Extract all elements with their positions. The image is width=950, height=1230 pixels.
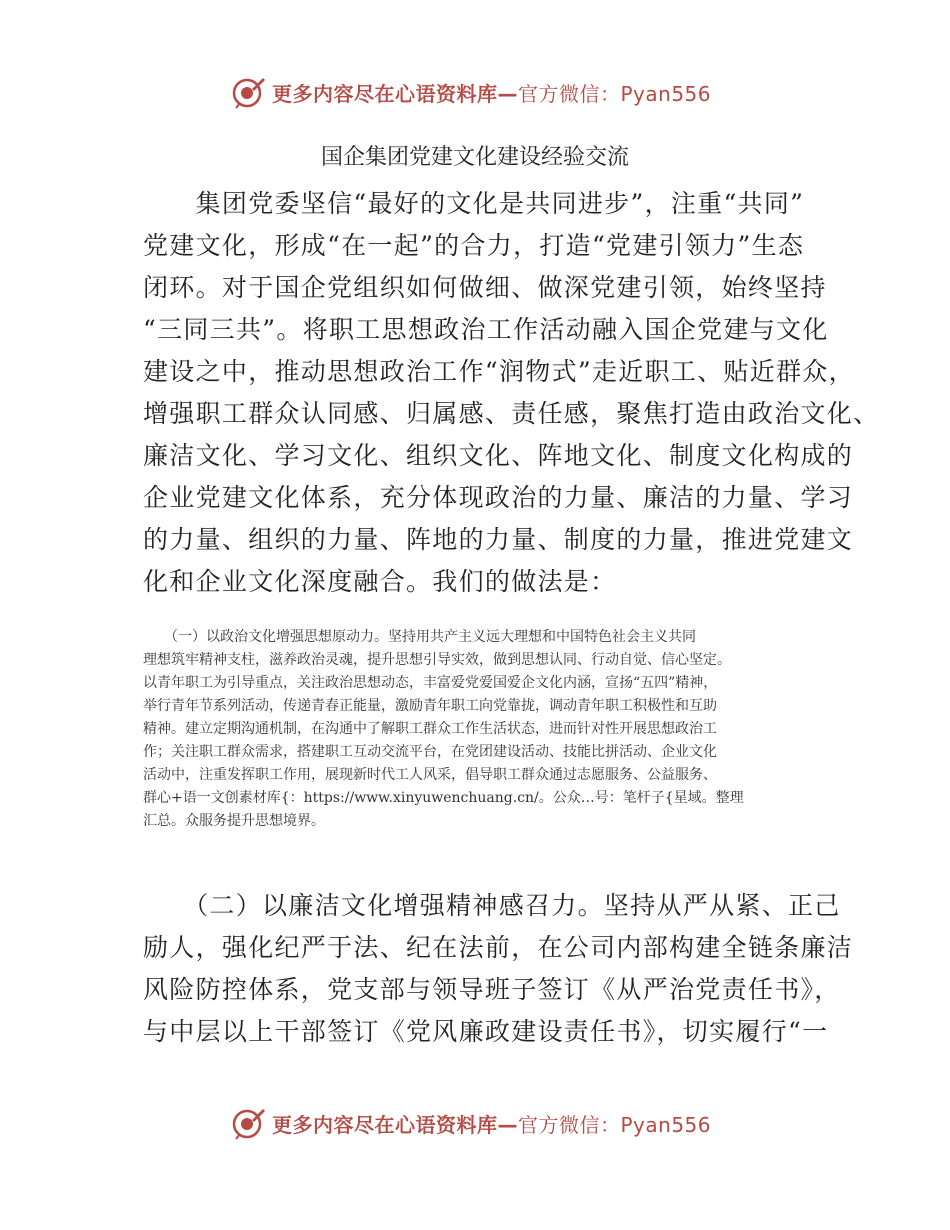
text-line: 廉洁文化、学习文化、组织文化、阵地文化、制度文化构成的 bbox=[143, 441, 854, 470]
text-line: （一）以政治文化增强思想原动力。坚持用共产主义远大理想和中国特色社会主义共同 bbox=[143, 629, 696, 645]
text-line: “三同三共”。将职工思想政治工作活动融入国企党建与文化 bbox=[143, 315, 829, 344]
text-line: 作；关注职工群众需求，搭建职工互动交流平台，在党团建设活动、技能比拼活动、企业文化 bbox=[143, 744, 717, 760]
watermark-banner-bottom bbox=[232, 1103, 752, 1143]
text-line: 精神。建立定期沟通机制，在沟通中了解职工群众工作生活状态，进而针对性开展思想政治工 bbox=[143, 721, 717, 737]
text-line: 以青年职工为引导重点，关注政治思想动态，丰富爱党爱国爱企文化内涵，宣扬“五四”精神， bbox=[143, 675, 718, 691]
watermark-banner-top bbox=[232, 72, 752, 112]
text-line: 化和企业文化深度融合。我们的做法是： bbox=[143, 567, 617, 596]
document-title: 国企集团党建文化建设经验交流 bbox=[320, 145, 629, 170]
text-line: 集团党委坚信“最好的文化是共同进步”，注重“共同” bbox=[143, 189, 805, 218]
text-line: 闭环。对于国企党组织如何做细、做深党建引领，始终坚持 bbox=[143, 273, 827, 302]
text-line: 的力量、组织的力量、阵地的力量、制度的力量，推进党建文 bbox=[143, 525, 854, 554]
text-line: 党建文化，形成“在一起”的合力，打造“党建引领力”生态 bbox=[143, 231, 805, 260]
text-line: 励人，强化纪严于法、纪在法前，在公司内部构建全链条廉洁 bbox=[143, 933, 854, 962]
intro-paragraph bbox=[143, 183, 880, 603]
text-line: 与中层以上干部签订《党风廉政建设责任书》，切实履行“一 bbox=[143, 1017, 829, 1046]
text-line: （二）以廉洁文化增强精神感召力。坚持从严从紧、正己 bbox=[143, 891, 841, 920]
pen-logo-icon bbox=[232, 75, 266, 109]
text-line: 群心+语一文创素材库{：https://www.xinyuwenchuang.cn/。公众…号：笔杆子{星域。整理 bbox=[143, 790, 744, 806]
text-line: 企业党建文化体系，充分体现政治的力量、廉洁的力量、学习 bbox=[143, 483, 854, 512]
text-line: 举行青年节系列活动，传递青春正能量，激励青年职工向党靠拢，调动青年职工积极性和互助 bbox=[143, 698, 717, 714]
text-line: 增强职工群众认同感、归属感、责任感，聚焦打造由政治文化、 bbox=[143, 399, 880, 428]
section-1-paragraph bbox=[143, 626, 813, 833]
text-line: 风险防控体系，党支部与领导班子签订《从严治党责任书》， bbox=[143, 975, 841, 1004]
text-line: 汇总。众服务提升思想境界。 bbox=[143, 813, 325, 829]
text-line: 活动中，注重发挥职工作用，展现新时代工人风采，倡导职工群众通过志愿服务、公益服务、 bbox=[143, 767, 717, 783]
watermark-text: 更多内容尽在心语资料库—官方微信：Pyan556 bbox=[272, 81, 712, 106]
section-2-paragraph bbox=[143, 885, 854, 1053]
watermark-text: 更多内容尽在心语资料库—官方微信：Pyan556 bbox=[272, 1112, 712, 1137]
text-line: 理想筑牢精神支柱，滋养政治灵魂，提升思想引导实效，做到思想认同、行动自觉、信心坚定。 bbox=[143, 652, 731, 668]
pen-logo-icon bbox=[232, 1106, 266, 1140]
text-line: 建设之中，推动思想政治工作“润物式”走近职工、贴近群众， bbox=[143, 357, 855, 386]
